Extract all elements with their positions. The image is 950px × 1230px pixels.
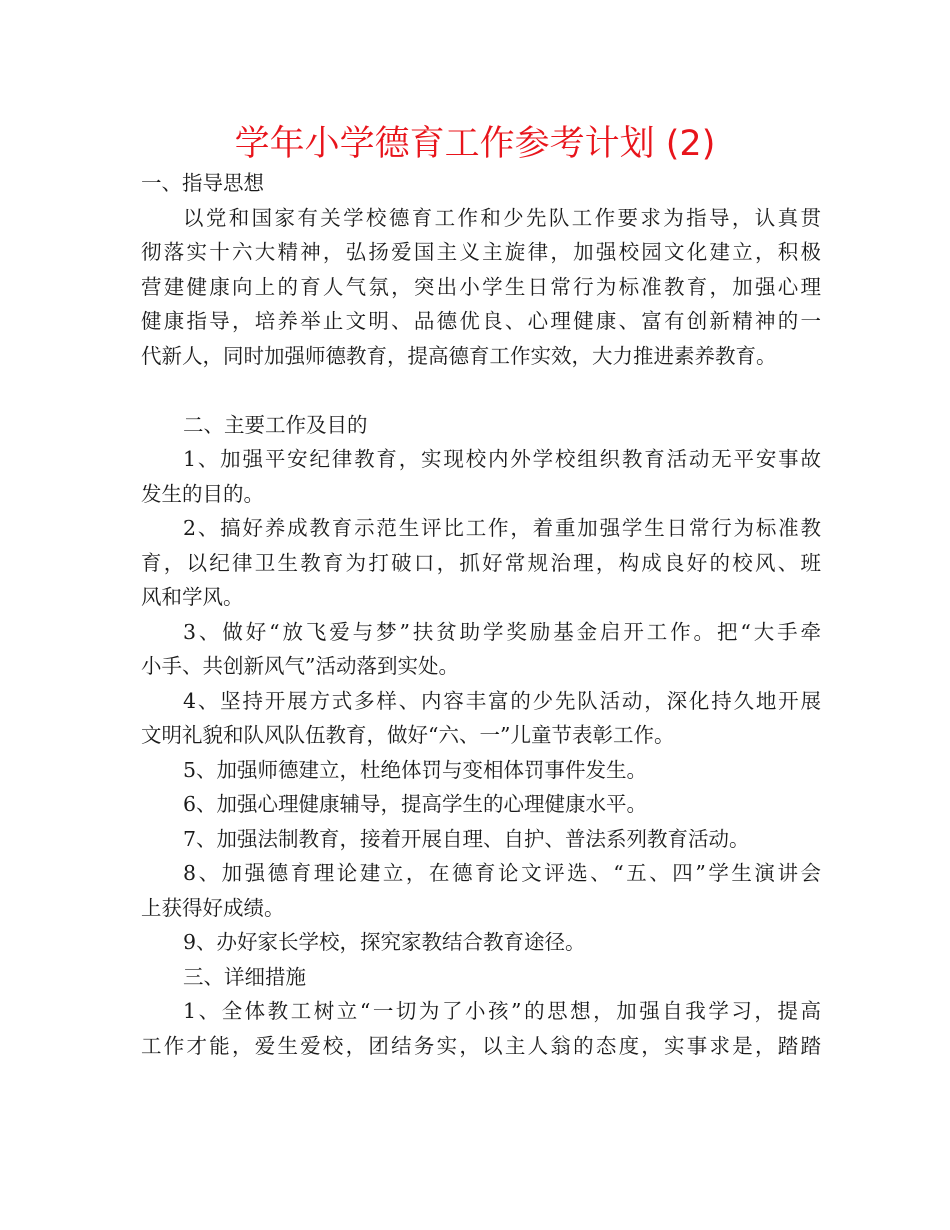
list-item-line: 6、加强心理健康辅导，提高学生的心理健康水平。 [183,792,648,816]
list-item-line: 8、加强德育理论建立，在德育论文评选、“五、四”学生演讲会 [183,861,821,885]
paragraph-line: 营建健康向上的育人气氛，突出小学生日常行为标准教育，加强心理 [141,274,821,299]
section-heading-main-work: 二、主要工作及目的 [183,412,368,437]
list-item-line: 2、搞好养成教育示范生评比工作，着重加强学生日常行为标准教 [183,516,821,540]
list-item-line: 9、办好家长学校，探究家教结合教育途径。 [183,930,586,954]
blank-line [141,373,821,408]
section-heading-guiding-ideology: 一、指导思想 [141,171,264,195]
list-item-line: 育，以纪律卫生教育为打破口，抓好常规治理，构成良好的校风、班 [141,550,821,575]
list-item-line: 发生的目的。 [141,481,264,506]
list-item-line: 上获得好成绩。 [141,895,285,920]
section-heading-measures: 三、详细措施 [183,964,306,989]
list-item-line: 小手、共创新风气”活动落到实处。 [141,654,459,678]
list-item-line: 1、加强平安纪律教育，实现校内外学校组织教育活动无平安事故 [183,447,821,471]
document-body [141,166,821,1063]
list-item-line: 5、加强师德建立，杜绝体罚与变相体罚事件发生。 [183,757,648,782]
list-item-line: 风和学风。 [141,585,244,609]
list-item-line: 1、全体教工树立“一切为了小孩”的思想，加强自我学习，提高 [183,999,821,1023]
list-item-line: 工作才能，爱生爱校，团结务实，以主人翁的态度，实事求是，踏踏 [141,1033,821,1058]
paragraph-line: 健康指导，培养举止文明、品德优良、心理健康、富有创新精神的一 [141,309,821,333]
list-item-line: 4、坚持开展方式多样、内容丰富的少先队活动，深化持久地开展 [183,688,821,713]
paragraph-line: 彻落实十六大精神，弘扬爱国主义主旋律，加强校园文化建立，积极 [141,240,821,264]
document-title: 学年小学德育工作参考计划 (2) [234,124,716,164]
paragraph-line: 代新人，同时加强师德教育，提高德育工作实效，大力推进素养教育。 [141,343,777,368]
list-item-line: 7、加强法制教育，接着开展自理、自护、普法系列教育活动。 [183,826,750,851]
list-item-line: 文明礼貌和队风队伍教育，做好“六、一”儿童节表彰工作。 [141,723,675,747]
list-item-line: 3、做好“放飞爱与梦”扶贫助学奖励基金启开工作。把“大手牵 [183,619,821,644]
paragraph-line: 以党和国家有关学校德育工作和少先队工作要求为指导，认真贯 [183,205,821,230]
